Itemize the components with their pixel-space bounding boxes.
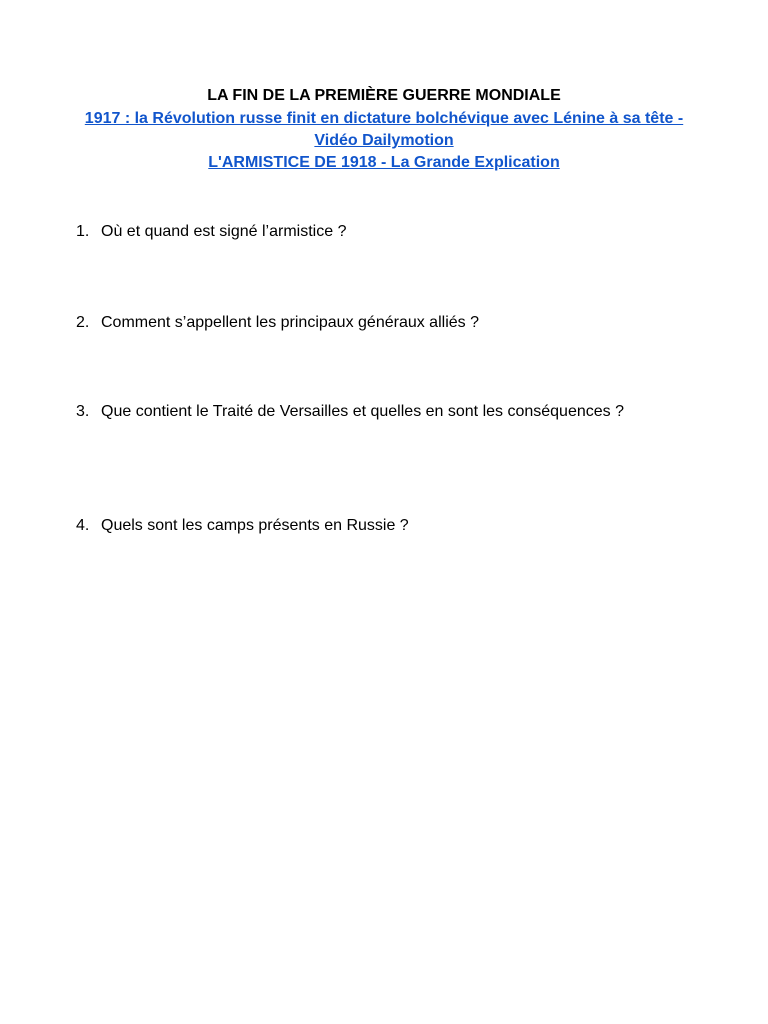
document-header xyxy=(0,84,768,174)
question-number: 4. xyxy=(76,517,90,534)
question-number: 1. xyxy=(76,223,90,240)
revolution-video-link[interactable]: 1917 : la Révolution russe finit en dictature bolchévique avec Lénine à sa tête - Vidéo Dailymotion xyxy=(84,110,684,149)
armistice-video-link[interactable]: L'ARMISTICE DE 1918 - La Grande Explication xyxy=(208,154,560,171)
question-text: Quels sont les camps présents en Russie ? xyxy=(101,517,409,534)
question-text: Où et quand est signé l’armistice ? xyxy=(101,223,347,240)
question-text: Comment s’appellent les principaux généraux alliés ? xyxy=(101,314,479,331)
question-number: 3. xyxy=(76,403,90,420)
question-text: Que contient le Traité de Versailles et quelles en sont les conséquences ? xyxy=(101,403,624,420)
question-item xyxy=(76,402,624,422)
question-item xyxy=(76,222,346,242)
question-item xyxy=(76,516,409,536)
question-item xyxy=(76,313,479,333)
question-number: 2. xyxy=(76,314,90,331)
document-title: LA FIN DE LA PREMIÈRE GUERRE MONDIALE xyxy=(207,87,561,104)
